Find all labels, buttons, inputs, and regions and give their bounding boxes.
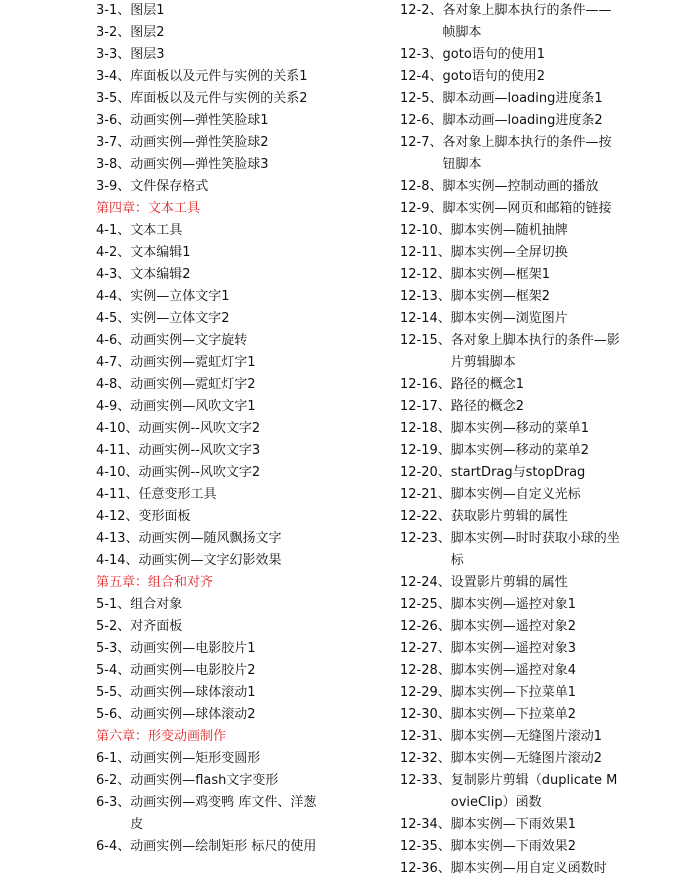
toc-entry	[96, 550, 386, 572]
toc-entry-title: 动画实例—霓虹灯字2	[130, 377, 256, 392]
toc-entry-title: 路径的概念1	[450, 377, 525, 392]
toc-entry-title: 各对象上脚本执行的条件—影片剪辑脚本	[450, 333, 620, 370]
toc-left-column	[96, 0, 386, 858]
toc-entry	[96, 704, 386, 726]
toc-entry-number: 4-5、	[96, 311, 131, 326]
toc-entry	[400, 528, 696, 572]
toc-entry-number: 12-31、	[400, 729, 451, 744]
toc-entry-number: 12-34、	[400, 817, 451, 832]
toc-entry-number: 6-3、	[96, 795, 131, 810]
toc-entry	[96, 528, 386, 550]
toc-entry-number: 5-2、	[96, 619, 131, 634]
toc-entry-number: 4-14、	[96, 553, 139, 568]
toc-entry	[400, 638, 696, 660]
toc-entry	[96, 0, 386, 22]
toc-entry	[96, 308, 386, 330]
toc-entry-number: 4-6、	[96, 333, 131, 348]
toc-entry	[96, 616, 386, 638]
toc-entry	[96, 396, 386, 418]
toc-entry-title: 实例—立体文字2	[130, 311, 230, 326]
toc-entry-number: 12-36、	[400, 861, 451, 876]
toc-entry	[400, 814, 696, 836]
toc-entry-number: 12-33、	[400, 773, 451, 788]
toc-entry-title: 动画实例—绘制矩形 标尺的使用	[130, 839, 317, 854]
toc-entry-number: 12-15、	[400, 333, 451, 348]
toc-entry-number: 12-4、	[400, 69, 443, 84]
toc-entry-number: 5-4、	[96, 663, 131, 678]
toc-entry-title: 动画实例—弹性笑脸球2	[130, 135, 269, 150]
toc-entry-title: 动画实例--风吹文字2	[138, 421, 261, 436]
toc-entry-title: 脚本实例—遥控对象2	[450, 619, 577, 634]
toc-entry-title: 文本编辑2	[130, 267, 191, 282]
toc-entry-title: 脚本实例—网页和邮箱的链接	[442, 201, 612, 216]
toc-entry	[96, 264, 386, 286]
toc-entry	[400, 440, 696, 462]
toc-entry	[400, 748, 696, 770]
toc-entry-title: goto语句的使用2	[442, 69, 546, 84]
toc-entry-title: 动画实例—文字旋转	[130, 333, 248, 348]
toc-entry	[400, 462, 696, 484]
toc-entry-title: startDrag与stopDrag	[450, 465, 586, 480]
toc-entry-title: 各对象上脚本执行的条件—按钮脚本	[442, 135, 612, 172]
toc-entry-number: 12-6、	[400, 113, 443, 128]
toc-entry-title: 脚本实例—下拉菜单1	[450, 685, 577, 700]
toc-entry	[96, 352, 386, 374]
toc-entry-title: 动画实例—霓虹灯字1	[130, 355, 256, 370]
toc-entry-number: 4-10、	[96, 421, 139, 436]
toc-entry-number: 3-5、	[96, 91, 131, 106]
toc-entry-title: 脚本实例—下雨效果1	[450, 817, 577, 832]
toc-entry	[400, 858, 696, 880]
toc-entry	[400, 660, 696, 682]
toc-entry-number: 3-9、	[96, 179, 131, 194]
toc-entry-title: 脚本实例—框架1	[450, 267, 551, 282]
toc-entry	[96, 110, 386, 132]
toc-entry-number: 12-7、	[400, 135, 443, 150]
toc-entry-title: 动画实例—电影胶片2	[130, 663, 256, 678]
toc-entry	[96, 132, 386, 154]
toc-entry-number: 3-3、	[96, 47, 131, 62]
toc-entry-title: 脚本实例—遥控对象3	[450, 641, 577, 656]
toc-entry-title: 脚本实例—无缝图片滚动2	[450, 751, 603, 766]
toc-entry-number: 12-30、	[400, 707, 451, 722]
toc-entry	[96, 66, 386, 88]
toc-entry-title: 脚本实例—浏览图片	[450, 311, 568, 326]
toc-entry-title: 库面板以及元件与实例的关系1	[130, 69, 308, 84]
toc-entry-title: 图层2	[130, 25, 165, 40]
toc-entry	[96, 176, 386, 198]
toc-entry-number: 12-18、	[400, 421, 451, 436]
toc-entry-title: 库面板以及元件与实例的关系2	[130, 91, 308, 106]
toc-entry-title: 动画实例—弹性笑脸球3	[130, 157, 269, 172]
toc-entry	[96, 286, 386, 308]
toc-entry-title: 脚本实例—随机抽牌	[450, 223, 568, 238]
toc-entry-number: 12-24、	[400, 575, 451, 590]
toc-entry	[400, 770, 696, 814]
toc-entry-number: 4-11、	[96, 487, 139, 502]
toc-entry-number: 6-4、	[96, 839, 131, 854]
toc-entry	[96, 638, 386, 660]
toc-entry	[400, 572, 696, 594]
toc-entry-number: 12-9、	[400, 201, 443, 216]
toc-entry	[400, 110, 696, 132]
toc-entry-number: 5-3、	[96, 641, 131, 656]
toc-entry-title: 动画实例—鸡变鸭 库文件、洋葱皮	[130, 795, 317, 832]
toc-entry-title: 动画实例—风吹文字1	[130, 399, 256, 414]
toc-entry-number: 12-2、	[400, 3, 443, 18]
toc-entry-number: 6-2、	[96, 773, 131, 788]
toc-entry-number: 12-13、	[400, 289, 451, 304]
toc-entry-number: 12-16、	[400, 377, 451, 392]
toc-entry-title: 动画实例—球体滚动1	[130, 685, 256, 700]
toc-entry-number: 4-2、	[96, 245, 131, 260]
toc-entry-title: 脚本实例—框架2	[450, 289, 551, 304]
toc-entry-title: 动画实例—文字幻影效果	[138, 553, 282, 568]
toc-entry-number: 12-22、	[400, 509, 451, 524]
toc-entry	[96, 154, 386, 176]
toc-entry-number: 12-14、	[400, 311, 451, 326]
toc-entry-title: 图层3	[130, 47, 165, 62]
toc-entry-number: 4-9、	[96, 399, 131, 414]
toc-entry-title: 脚本实例—移动的菜单2	[450, 443, 590, 458]
toc-entry-number: 4-10、	[96, 465, 139, 480]
toc-entry-title: 文件保存格式	[130, 179, 209, 194]
toc-entry	[400, 132, 696, 176]
toc-entry	[400, 88, 696, 110]
toc-entry-title: 动画实例--风吹文字3	[138, 443, 261, 458]
toc-entry-number: 12-11、	[400, 245, 451, 260]
toc-entry	[400, 726, 696, 748]
toc-entry	[96, 462, 386, 484]
toc-entry-title: 动画实例—球体滚动2	[130, 707, 256, 722]
toc-entry	[400, 0, 696, 44]
toc-entry-number: 4-3、	[96, 267, 131, 282]
toc-entry	[96, 484, 386, 506]
toc-entry	[96, 506, 386, 528]
toc-entry-number: 12-26、	[400, 619, 451, 634]
toc-entry-number: 5-5、	[96, 685, 131, 700]
toc-entry-number: 12-28、	[400, 663, 451, 678]
toc-entry	[96, 418, 386, 440]
toc-entry-number: 4-1、	[96, 223, 131, 238]
toc-entry	[96, 44, 386, 66]
toc-entry-number: 4-12、	[96, 509, 139, 524]
toc-entry-number: 12-17、	[400, 399, 451, 414]
toc-entry	[400, 682, 696, 704]
toc-entry-number: 12-23、	[400, 531, 451, 546]
toc-entry	[400, 286, 696, 308]
toc-entry	[400, 374, 696, 396]
toc-entry	[400, 176, 696, 198]
toc-entry	[400, 330, 696, 374]
toc-entry-title: 脚本实例—控制动画的播放	[442, 179, 599, 194]
toc-entry-number: 4-4、	[96, 289, 131, 304]
toc-entry-title: 获取影片剪辑的属性	[450, 509, 568, 524]
toc-entry	[96, 594, 386, 616]
toc-entry	[96, 22, 386, 44]
toc-entry	[400, 396, 696, 418]
toc-entry	[96, 220, 386, 242]
toc-entry-number: 4-11、	[96, 443, 139, 458]
toc-entry	[96, 330, 386, 352]
toc-entry-title: 脚本实例—遥控对象1	[450, 597, 577, 612]
toc-entry	[400, 242, 696, 264]
toc-entry-title: 动画实例—弹性笑脸球1	[130, 113, 269, 128]
toc-entry	[96, 682, 386, 704]
toc-entry-number: 12-21、	[400, 487, 451, 502]
toc-entry	[400, 836, 696, 858]
toc-entry-number: 12-5、	[400, 91, 443, 106]
toc-right-column	[400, 0, 696, 880]
toc-entry-number: 3-1、	[96, 3, 131, 18]
toc-entry-title: 动画实例—随风飘扬文字	[138, 531, 282, 546]
toc-entry	[400, 198, 696, 220]
toc-entry	[400, 484, 696, 506]
toc-entry	[400, 506, 696, 528]
toc-entry-number: 12-19、	[400, 443, 451, 458]
toc-entry	[400, 264, 696, 286]
toc-entry-title: 动画实例—矩形变圆形	[130, 751, 261, 766]
toc-entry	[400, 594, 696, 616]
toc-entry-number: 6-1、	[96, 751, 131, 766]
toc-entry-title: 文本编辑1	[130, 245, 191, 260]
toc-entry-title: 任意变形工具	[138, 487, 217, 502]
toc-entry-number: 12-10、	[400, 223, 451, 238]
toc-entry	[96, 88, 386, 110]
toc-entry-title: 动画实例—flash文字变形	[130, 773, 279, 788]
toc-entry	[400, 44, 696, 66]
toc-entry-number: 3-6、	[96, 113, 131, 128]
toc-entry-number: 12-20、	[400, 465, 451, 480]
toc-entry	[96, 660, 386, 682]
toc-entry	[400, 418, 696, 440]
chapter-heading: 第五章：组合和对齐	[96, 575, 214, 590]
chapter-heading: 第四章：文本工具	[96, 201, 201, 216]
toc-entry-title: 脚本实例—下拉菜单2	[450, 707, 577, 722]
toc-entry-title: 脚本实例—遥控对象4	[450, 663, 577, 678]
toc-entry	[400, 704, 696, 726]
toc-entry-title: 脚本实例—时时获取小球的坐标	[450, 531, 620, 568]
toc-entry-number: 12-3、	[400, 47, 443, 62]
toc-entry-number: 3-4、	[96, 69, 131, 84]
toc-entry-title: 脚本实例—下雨效果2	[450, 839, 577, 854]
toc-entry-number: 12-35、	[400, 839, 451, 854]
toc-entry-title: 动画实例—电影胶片1	[130, 641, 256, 656]
toc-entry-title: 脚本实例—自定义光标	[450, 487, 581, 502]
toc-entry	[400, 66, 696, 88]
toc-entry-number: 12-12、	[400, 267, 451, 282]
toc-entry-number: 12-25、	[400, 597, 451, 612]
toc-entry-number: 12-8、	[400, 179, 443, 194]
toc-entry-number: 12-32、	[400, 751, 451, 766]
toc-entry-title: 实例—立体文字1	[130, 289, 230, 304]
toc-entry	[400, 308, 696, 330]
toc-entry-title: 脚本动画—loading进度条2	[442, 113, 603, 128]
toc-entry-number: 3-8、	[96, 157, 131, 172]
toc-entry-number: 4-8、	[96, 377, 131, 392]
toc-entry-number: 3-7、	[96, 135, 131, 150]
toc-entry	[96, 374, 386, 396]
toc-entry-title: 组合对象	[130, 597, 183, 612]
chapter-heading: 第六章：形变动画制作	[96, 729, 227, 744]
toc-entry	[400, 220, 696, 242]
toc-entry-number: 5-6、	[96, 707, 131, 722]
toc-entry-title: 对齐面板	[130, 619, 183, 634]
toc-entry	[400, 616, 696, 638]
toc-entry	[96, 242, 386, 264]
toc-entry	[96, 440, 386, 462]
toc-entry-number: 12-27、	[400, 641, 451, 656]
toc-entry-title: 脚本实例—移动的菜单1	[450, 421, 590, 436]
toc-entry-title: 路径的概念2	[450, 399, 525, 414]
toc-entry	[96, 792, 386, 836]
toc-entry-title: 各对象上脚本执行的条件——帧脚本	[442, 3, 612, 40]
toc-entry-title: 复制影片剪辑（duplicate MovieClip）函数	[450, 773, 618, 810]
toc-entry-title: 动画实例--风吹文字2	[138, 465, 261, 480]
toc-entry-title: 脚本实例—全屏切换	[450, 245, 568, 260]
toc-entry-number: 4-7、	[96, 355, 131, 370]
toc-entry-title: goto语句的使用1	[442, 47, 546, 62]
toc-entry-number: 12-29、	[400, 685, 451, 700]
toc-entry-title: 图层1	[130, 3, 165, 18]
toc-entry	[96, 748, 386, 770]
toc-entry-number: 3-2、	[96, 25, 131, 40]
toc-entry-title: 文本工具	[130, 223, 183, 238]
toc-entry-title: 脚本实例—用自定义函数时	[450, 861, 607, 876]
toc-entry-title: 设置影片剪辑的属性	[450, 575, 568, 590]
toc-entry-title: 变形面板	[138, 509, 191, 524]
toc-entry-title: 脚本实例—无缝图片滚动1	[450, 729, 603, 744]
toc-entry-number: 4-13、	[96, 531, 139, 546]
toc-entry	[96, 836, 386, 858]
toc-entry-title: 脚本动画—loading进度条1	[442, 91, 603, 106]
toc-entry-number: 5-1、	[96, 597, 131, 612]
toc-entry	[96, 770, 386, 792]
